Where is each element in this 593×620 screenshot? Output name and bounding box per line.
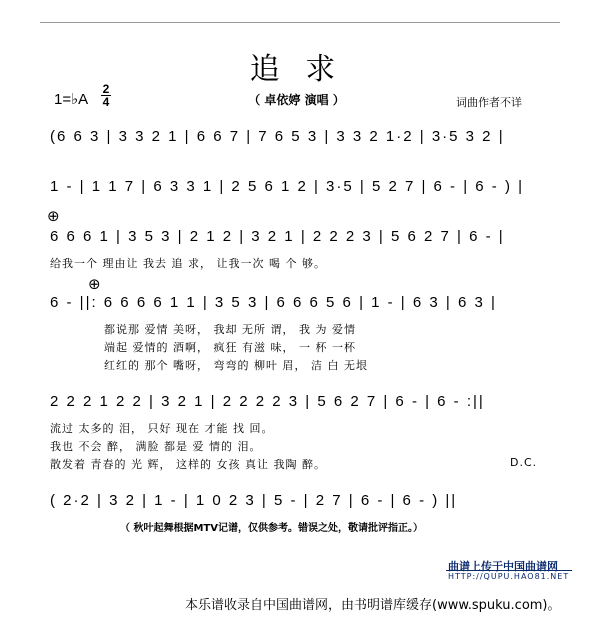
- coda-sign-icon: ⊕: [47, 207, 60, 225]
- lyric-row-4-verse-1: 都说那 爱情 美呀， 我却 无所 谓， 我 为 爱情: [104, 323, 356, 336]
- performer-subtitle: （ 卓依婷 演唱 ）: [248, 93, 345, 107]
- key-signature: 1=♭A: [54, 91, 89, 108]
- composer-credit: 词曲作者不详: [456, 96, 522, 109]
- meter-top: 2: [102, 82, 110, 96]
- meter-bottom: 4: [102, 95, 110, 109]
- score-row-1: (6 6 3 | 3 3 2 1 | 6 6 7 | 7 6 5 3 | 3 3 2 1·2 | 3·5 3 2 |: [50, 128, 505, 145]
- score-row-6: ( 2·2 | 3 2 | 1 - | 1 0 2 3 | 5 - | 2 7 | 6 - | 6 - ) ||: [50, 492, 458, 509]
- lyric-row-4-verse-3: 红红的 那个 嘴呀， 弯弯的 柳叶 眉， 洁 白 无垠: [104, 359, 368, 372]
- coda-sign-icon: ⊕: [88, 275, 101, 293]
- lyric-row-4-verse-2: 端起 爱情的 酒啊， 疯狂 有滋 味， 一 杯 一杯: [104, 341, 356, 354]
- song-title: 追 求: [249, 52, 344, 87]
- score-row-4: 6 - ||: 6 6 6 6 1 1 | 3 5 3 | 6 6 6 5 6 | 1 - | 6 3 | 6 3 |: [50, 294, 497, 311]
- transcription-note: （ 秋叶起舞根据MTV记谱，仅供参考。错误之处，敬请批评指正。）: [120, 523, 423, 534]
- lyric-row-5-verse-3: 散发着 青春的 光 辉， 这样的 女孩 真让 我陶 醉。: [50, 458, 326, 471]
- lyric-row-3: 给我一个 理由让 我去 追 求， 让我一次 喝 个 够。: [50, 257, 326, 270]
- lyric-row-5-verse-2: 我也 不会 醉， 满脸 都是 爱 情的 泪。: [50, 440, 262, 453]
- score-row-3: 6 6 6 1 | 3 5 3 | 2 1 2 | 3 2 1 | 2 2 2 3 | 5 6 2 7 | 6 - |: [50, 228, 505, 245]
- score-row-5: 2 2 2 1 2 2 | 3 2 1 | 2 2 2 2 3 | 5 6 2 7 | 6 - | 6 - :||: [50, 393, 485, 410]
- da-capo-mark: D.C.: [510, 456, 538, 469]
- watermark-url[interactable]: HTTP://QUPU.HAO81.NET: [448, 572, 570, 581]
- watermark-site-name: 曲谱上传于中国曲谱网: [448, 560, 558, 573]
- top-rule: [40, 22, 560, 23]
- footer-source: 本乐谱收录自中国曲谱网，由书明谱库缓存(www.spuku.com)。: [185, 598, 561, 613]
- lyric-row-5-verse-1: 流过 太多的 泪， 只好 现在 才能 找 回。: [50, 422, 274, 435]
- score-row-2: 1 - | 1 1 7 | 6 3 3 1 | 2 5 6 1 2 | 3·5 | 5 2 7 | 6 - | 6 - ) |: [50, 178, 525, 195]
